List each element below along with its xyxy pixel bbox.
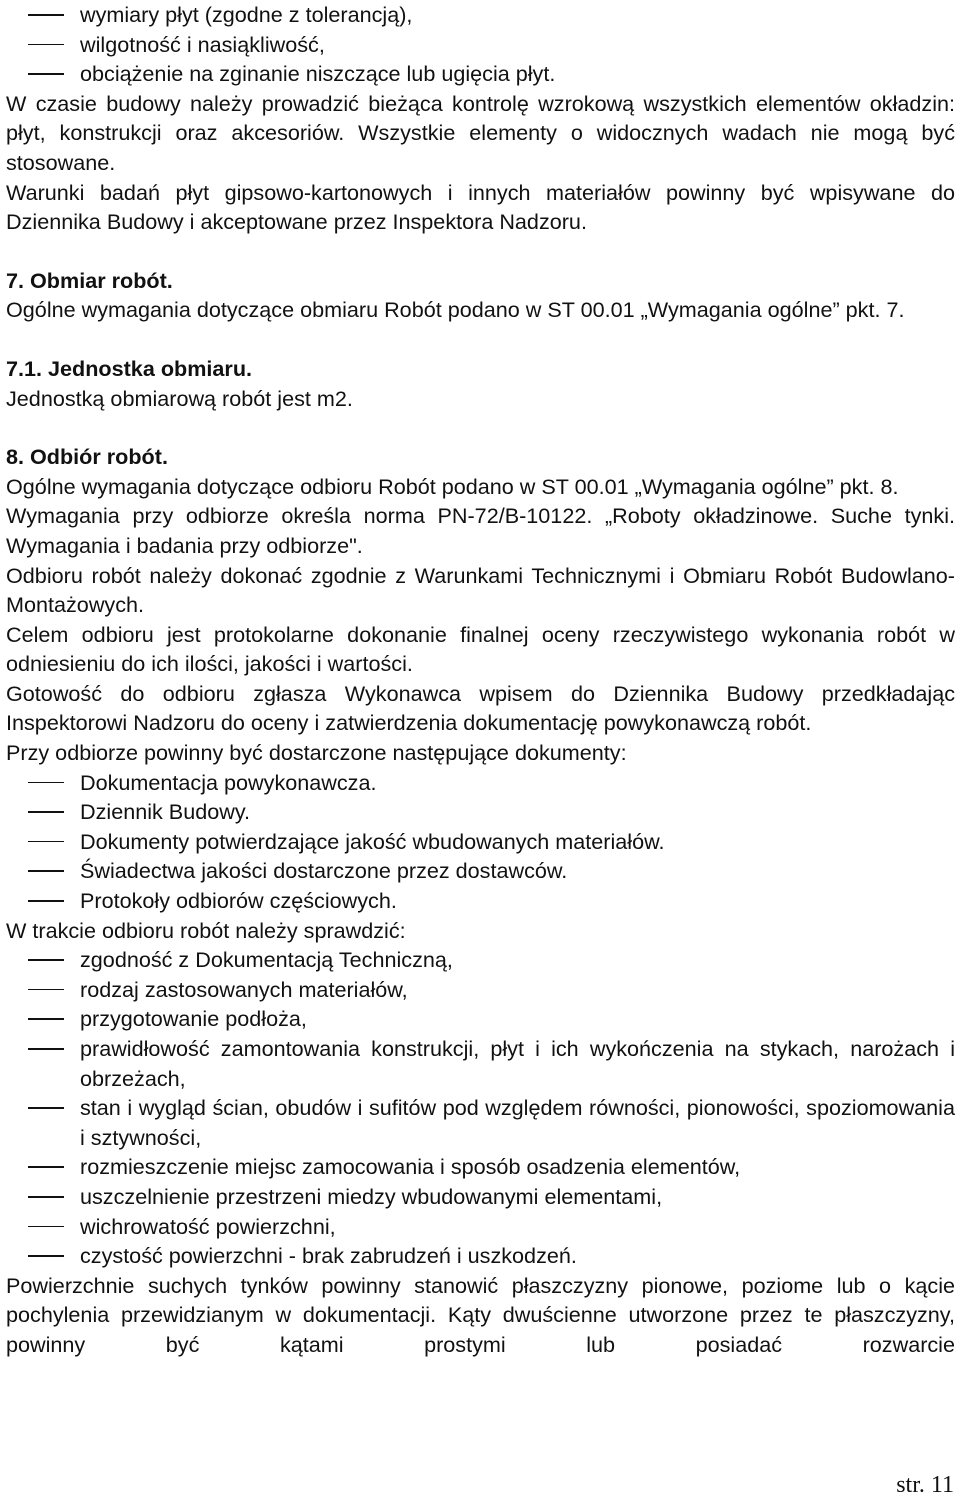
section-8-paragraph: Gotowość do odbioru zgłasza Wykonawca wpisem do Dziennika Budowy przedkładając Inspektorowi Nadzoru do oceny i zatwierdzenia dokumentację powykonawczą robót.	[6, 680, 955, 736]
list-item: Świadectwa jakości dostarczone przez dostawców.	[6, 856, 955, 886]
section-8-paragraph: Wymagania przy odbiorze określa norma PN-72/B-10122. „Roboty okładzinowe. Suche tynki. Wymagania i badania przy odbiorze".	[6, 503, 955, 558]
spacer	[6, 325, 955, 354]
page-number: str. 11	[896, 1472, 954, 1498]
section-8-paragraph: Celem odbioru jest protokolarne dokonanie finalnej oceny rzeczywistego wykonania robót w odniesieniu do ich ilości, jakości i wartości.	[6, 621, 955, 677]
paragraph-tests: Warunki badań płyt gipsowo-kartonowych i innych materiałów powinny być wpisywane do Dziennika Budowy i akceptowane przez Inspektora Nadzoru.	[6, 179, 955, 235]
list-item: wymiary płyt (zgodne z tolerancją),	[6, 0, 955, 30]
document-page	[6, 0, 955, 1360]
checks-dash-list	[6, 945, 955, 1271]
list-item: stan i wygląd ścian, obudów i sufitów pod względem równości, pionowości, spoziomowania i sztywności,	[6, 1093, 955, 1152]
section-heading-8: 8. Odbiór robót.	[6, 444, 168, 470]
paragraph-inspection: W czasie budowy należy prowadzić bieżąca kontrolę wzrokową wszystkich elementów okładzin: płyt, konstrukcji oraz akcesoriów. Wszystkie elementy o widocznych wadach nie mogą być stosowane.	[6, 90, 955, 175]
section-8-paragraph: Ogólne wymagania dotyczące odbioru Robót podano w ST 00.01 „Wymagania ogólne” pkt. 8.	[6, 473, 899, 499]
spacer	[6, 237, 955, 266]
list-item: obciążenie na zginanie niszczące lub ugięcia płyt.	[6, 59, 955, 89]
list-item: zgodność z Dokumentacją Techniczną,	[6, 945, 955, 975]
list-item: wichrowatość powierzchni,	[6, 1212, 955, 1242]
list-item: rodzaj zastosowanych materiałów,	[6, 975, 955, 1005]
list-item: prawidłowość zamontowania konstrukcji, płyt i ich wykończenia na stykach, narożach i obrzeżach,	[6, 1034, 955, 1093]
list-item: uszczelnienie przestrzeni miedzy wbudowanymi elementami,	[6, 1182, 955, 1212]
list-item: rozmieszczenie miejsc zamocowania i sposób osadzenia elementów,	[6, 1152, 955, 1182]
section-7-text: Ogólne wymagania dotyczące obmiaru Robót podano w ST 00.01 „Wymagania ogólne” pkt. 7.	[6, 297, 905, 323]
list-item: przygotowanie podłoża,	[6, 1004, 955, 1034]
top-dash-list	[6, 0, 955, 89]
section-8-closing-paragraph: Powierzchnie suchych tynków powinny stanowić płaszczyzny pionowe, poziome lub o kącie pochylenia przewidzianym w dokumentacji. Kąty dwuścienne utworzone przez te płaszczyzny, powinny być kątami prostymi lub posiadać rozwarcie	[6, 1272, 955, 1357]
section-heading-7: 7. Obmiar robót.	[6, 267, 173, 293]
documents-dash-list	[6, 768, 955, 916]
list-item: Dziennik Budowy.	[6, 797, 955, 827]
section-8-paragraph: W trakcie odbioru robót należy sprawdzić:	[6, 917, 406, 943]
list-item: Protokoły odbiorów częściowych.	[6, 886, 955, 916]
section-heading-7-1: 7.1. Jednostka obmiaru.	[6, 355, 253, 381]
list-item: Dokumenty potwierdzające jakość wbudowanych materiałów.	[6, 827, 955, 857]
list-item: czystość powierzchni - brak zabrudzeń i uszkodzeń.	[6, 1241, 955, 1271]
section-8-paragraph: Odbioru robót należy dokonać zgodnie z Warunkami Technicznymi i Obmiaru Robót Budowlano-Montażowych.	[6, 562, 955, 618]
list-item: wilgotność i nasiąkliwość,	[6, 30, 955, 60]
spacer	[6, 413, 955, 442]
section-8-paragraph: Przy odbiorze powinny być dostarczone następujące dokumenty:	[6, 740, 627, 766]
section-7-1-text: Jednostką obmiarową robót jest m2.	[6, 385, 353, 411]
list-item: Dokumentacja powykonawcza.	[6, 768, 955, 798]
